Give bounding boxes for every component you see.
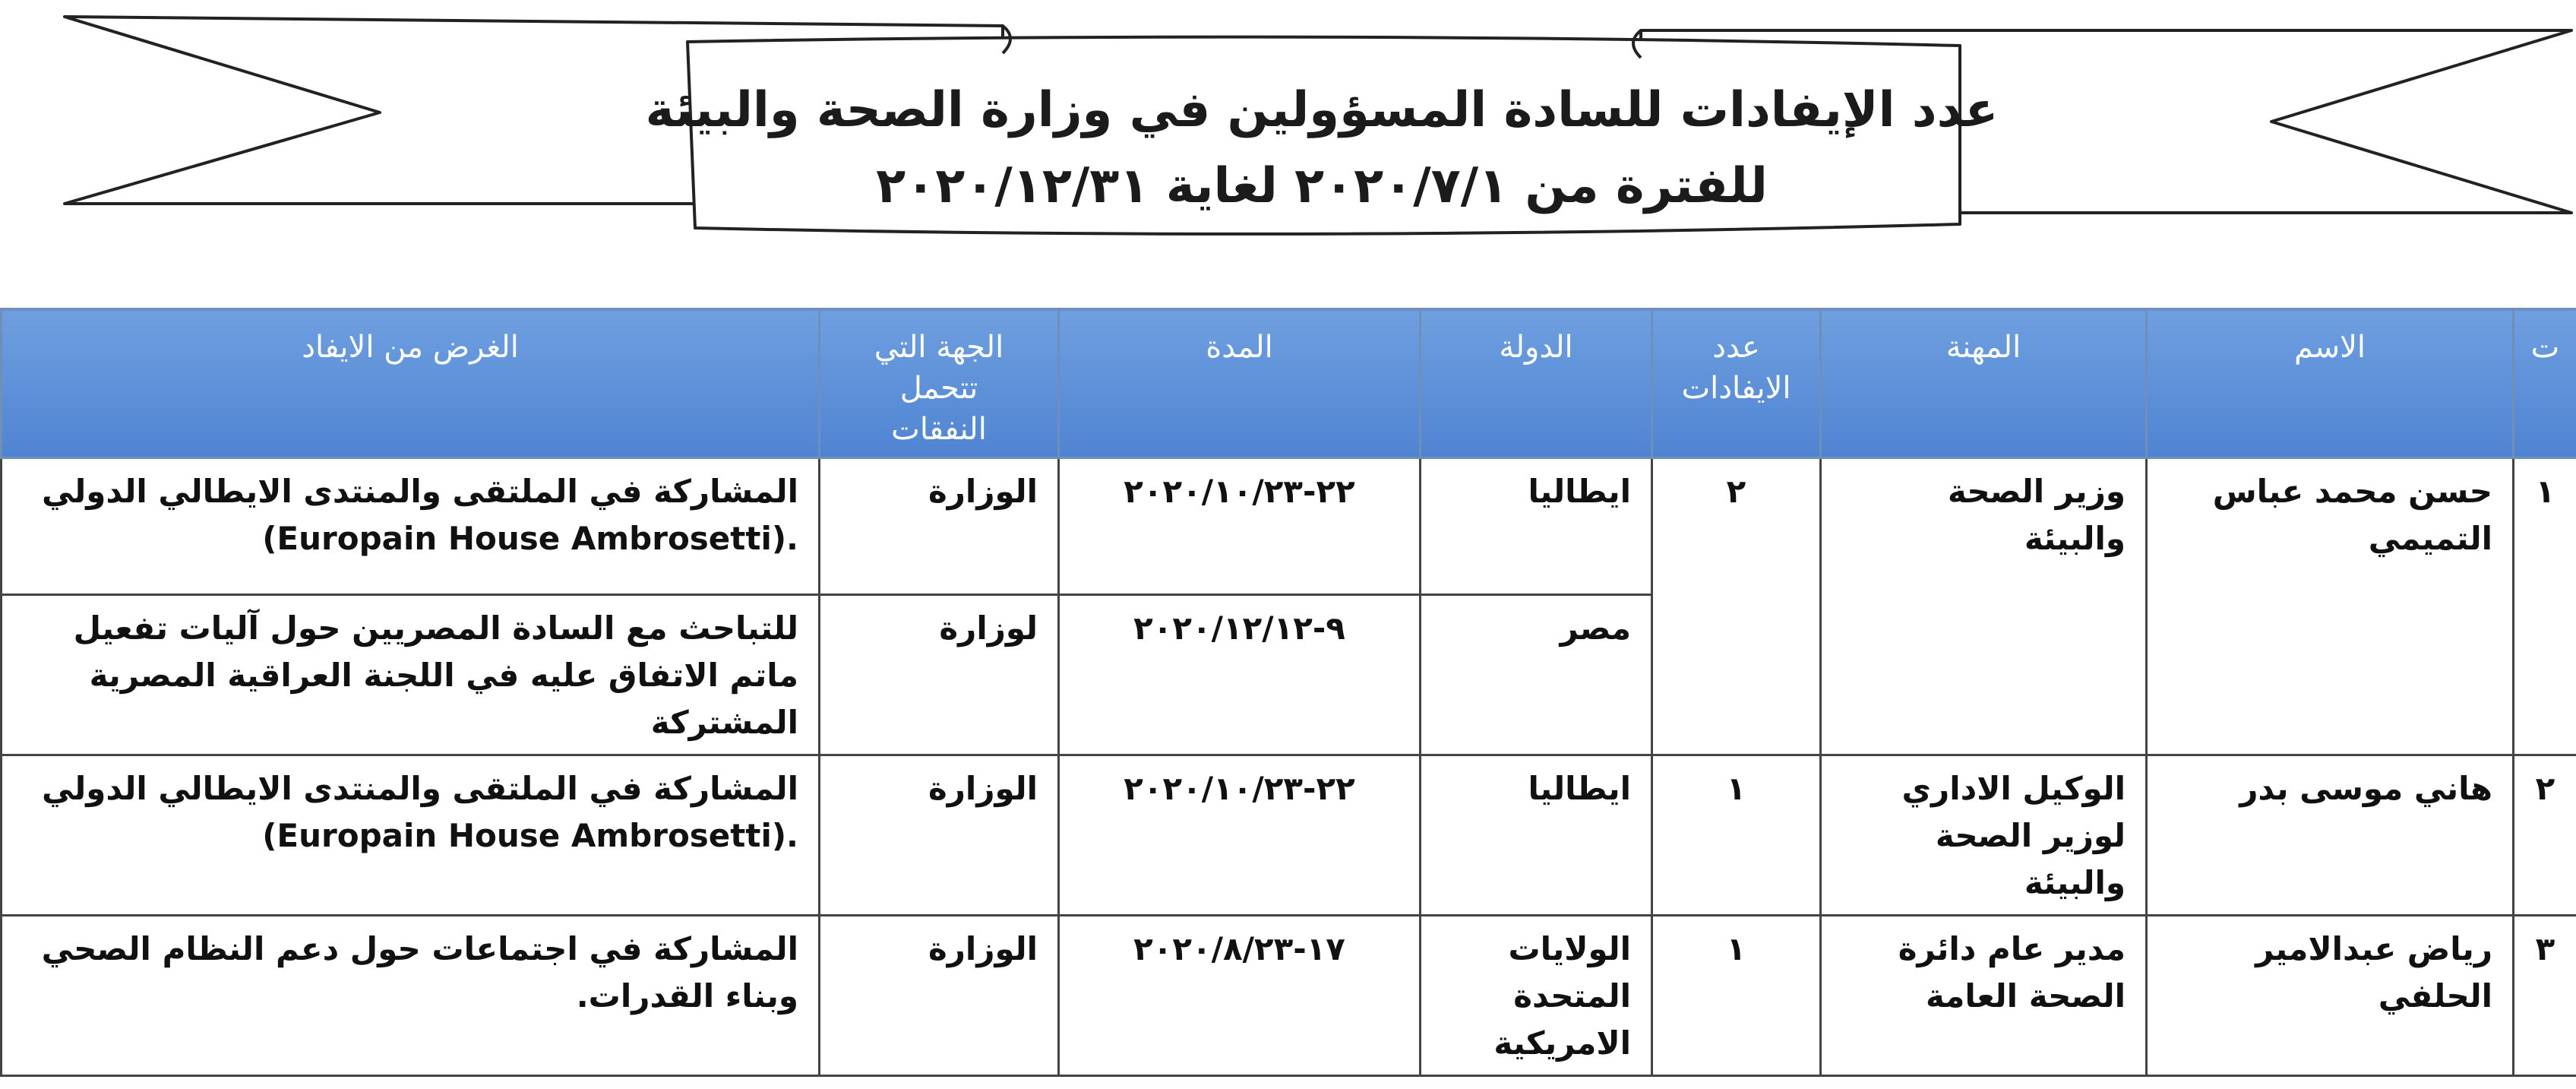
table-row	[2, 458, 2576, 595]
row-funder: لوزارة	[820, 595, 1059, 755]
col-header-profession: المهنة	[1821, 309, 2147, 458]
row-count: ١	[1652, 916, 1821, 1076]
row-name: رياض عبدالامير الحلفي	[2147, 916, 2514, 1076]
table-row	[2, 755, 2576, 916]
delegations-table	[0, 308, 2576, 1077]
title-line-1: عدد الإيفادات للسادة المسؤولين في وزارة الصحة والبيئة	[645, 82, 1999, 138]
row-funder: الوزارة	[820, 916, 1059, 1076]
row-purpose	[2, 595, 820, 755]
row-name: حسن محمد عباس التميمي	[2147, 458, 2514, 755]
purpose-text-en: (Europain House Ambrosetti).	[262, 520, 798, 557]
row-funder: الوزارة	[820, 458, 1059, 595]
purpose-text: المشاركة في اجتماعات حول دعم النظام الصحي وبناء القدرات.	[41, 930, 798, 1015]
row-purpose	[2, 458, 820, 595]
purpose-text: المشاركة في الملتقى والمنتدى الايطالي الدولي	[41, 473, 798, 510]
col-header-name: الاسم	[2147, 309, 2514, 458]
purpose-text: المشاركة في الملتقى والمنتدى الايطالي الدولي	[41, 770, 798, 807]
row-profession: وزير الصحة والبيئة	[1821, 458, 2147, 755]
purpose-text: للتباحث مع السادة المصريين حول آليات تفعيل ماتم الاتفاق عليه في اللجنة العراقية المصرية المشتركة	[73, 609, 798, 741]
row-name: هاني موسى بدر	[2147, 755, 2514, 916]
col-header-duration: المدة	[1059, 309, 1421, 458]
row-funder: الوزارة	[820, 755, 1059, 916]
row-count: ١	[1652, 755, 1821, 916]
col-header-purpose: الغرض من الايفاد	[2, 309, 820, 458]
row-duration: ١٧-٢٠٢٠/٨/٢٣	[1059, 916, 1421, 1076]
col-header-funder: الجهة التي تتحمل النفقات	[820, 309, 1059, 458]
delegations-table-container	[0, 308, 2576, 1077]
col-header-index: ت	[2514, 309, 2576, 458]
row-index: ٢	[2514, 755, 2576, 916]
row-index: ١	[2514, 458, 2576, 755]
row-purpose	[2, 916, 820, 1076]
title-line-2: للفترة من ٢٠٢٠/٧/١ لغاية ٢٠٢٠/١٢/٣١	[876, 158, 1768, 214]
row-country: ايطاليا	[1421, 755, 1652, 916]
row-duration: ٢٢-٢٠٢٠/١٠/٢٣	[1059, 755, 1421, 916]
row-purpose	[2, 755, 820, 916]
row-index: ٣	[2514, 916, 2576, 1076]
row-profession: الوكيل الاداري لوزير الصحة والبيئة	[1821, 755, 2147, 916]
purpose-text-en: (Europain House Ambrosetti).	[262, 817, 798, 854]
row-profession: مدير عام دائرة الصحة العامة	[1821, 916, 2147, 1076]
document-title	[645, 61, 1999, 236]
row-country: الولايات المتحدة الامريكية	[1421, 916, 1652, 1076]
row-duration: ٢٢-٢٠٢٠/١٠/٢٣	[1059, 458, 1421, 595]
row-duration: ٩-٢٠٢٠/١٢/١٢	[1059, 595, 1421, 755]
table-header-row	[2, 309, 2576, 458]
row-country: ايطاليا	[1421, 458, 1652, 595]
col-header-count: عدد الايفادات	[1652, 309, 1821, 458]
row-country: مصر	[1421, 595, 1652, 755]
col-header-country: الدولة	[1421, 309, 1652, 458]
row-count: ٢	[1652, 458, 1821, 755]
table-row	[2, 916, 2576, 1076]
